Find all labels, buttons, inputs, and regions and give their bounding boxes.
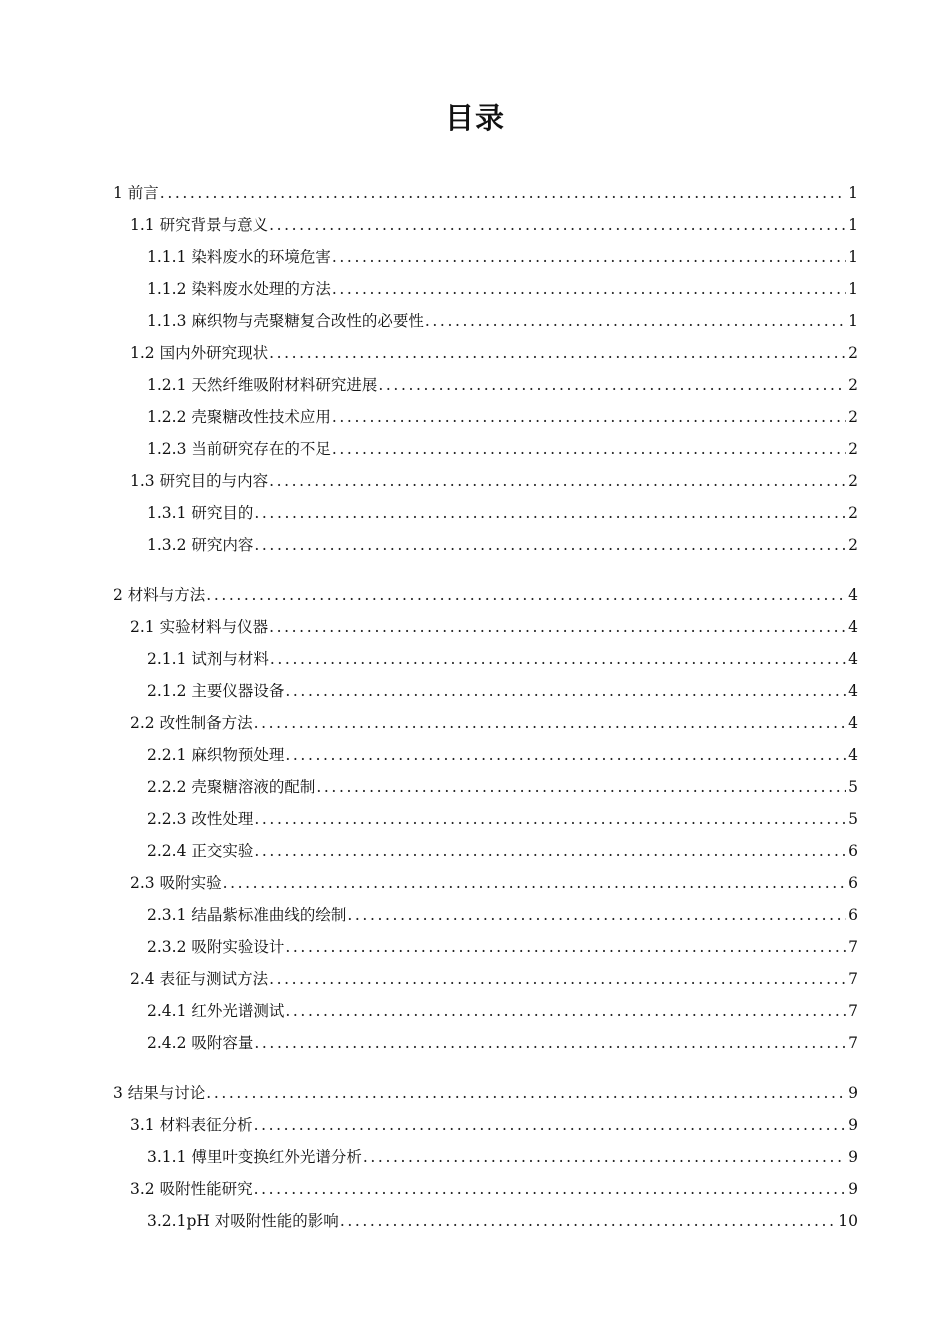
toc-entry-page-number: 2 (848, 440, 858, 458)
toc-leader-dots (254, 1178, 847, 1200)
toc-entry-label: 1.1.3 麻织物与壳聚糖复合改性的必要性 (147, 312, 424, 330)
toc-entry[interactable] (147, 438, 858, 460)
toc-leader-dots (363, 1146, 846, 1168)
toc-entry[interactable] (147, 744, 858, 766)
toc-entry-label: 1.1.1 染料废水的环境危害 (147, 248, 331, 266)
toc-entry[interactable] (147, 776, 858, 798)
toc-entry[interactable] (147, 680, 858, 702)
toc-leader-dots (160, 182, 846, 204)
toc-leader-dots (254, 1032, 846, 1054)
toc-leader-dots (285, 936, 846, 958)
toc-entry-page-number: 2 (848, 536, 858, 554)
toc-entry-page-number: 7 (848, 970, 858, 988)
toc-leader-dots (269, 214, 846, 236)
toc-entry-label: 2.2.4 正交实验 (147, 842, 254, 860)
toc-entry[interactable] (130, 342, 858, 364)
toc-entry[interactable] (113, 1082, 858, 1104)
toc-entry-page-number: 1 (848, 248, 858, 266)
toc-entry[interactable] (147, 808, 858, 830)
toc-leader-dots (254, 712, 847, 734)
toc-leader-dots (285, 680, 846, 702)
toc-entry[interactable] (130, 214, 858, 236)
toc-entry[interactable] (130, 1114, 858, 1136)
toc-entry-page-number: 1 (848, 312, 858, 330)
toc-entry[interactable] (147, 406, 858, 428)
toc-entry-label: 1.2.3 当前研究存在的不足 (147, 440, 331, 458)
toc-entry-label: 1.1 研究背景与意义 (130, 216, 269, 234)
toc-entry-label: 1.3.1 研究目的 (147, 504, 254, 522)
toc-entry[interactable] (147, 936, 858, 958)
toc-entry-page-number: 4 (848, 714, 858, 732)
toc-entry-page-number: 6 (848, 874, 858, 892)
toc-leader-dots (254, 1114, 847, 1136)
toc-entry-label: 3.1.1 傅里叶变换红外光谱分析 (147, 1148, 362, 1166)
toc-entry-label: 2.1.1 试剂与材料 (147, 650, 269, 668)
toc-entry-page-number: 9 (848, 1116, 858, 1134)
toc-entry-page-number: 4 (848, 650, 858, 668)
toc-entry[interactable] (147, 1210, 858, 1232)
toc-entry[interactable] (147, 648, 858, 670)
toc-entry-page-number: 5 (848, 778, 858, 796)
toc-entry-page-number: 7 (848, 1034, 858, 1052)
page-title: 目录 (444, 101, 505, 135)
toc-entry[interactable] (147, 904, 858, 926)
toc-entry-page-number: 6 (848, 842, 858, 860)
toc-entry[interactable] (147, 278, 858, 300)
toc-entry-page-number: 1 (848, 216, 858, 234)
toc-leader-dots (254, 840, 846, 862)
toc-leader-dots (340, 1210, 836, 1232)
toc-entry-page-number: 9 (848, 1180, 858, 1198)
toc-entry[interactable] (147, 840, 858, 862)
toc-leader-dots (332, 406, 846, 428)
toc-entry-page-number: 7 (848, 938, 858, 956)
toc-entry-page-number: 10 (838, 1212, 858, 1230)
toc-leader-dots (254, 808, 846, 830)
toc-entry-label: 2.3 吸附实验 (130, 874, 222, 892)
toc-entry-page-number: 5 (848, 810, 858, 828)
toc-entry-label: 1 前言 (113, 184, 159, 202)
toc-entry-label: 3.2.1pH 对吸附性能的影响 (147, 1212, 339, 1230)
toc-entry-page-number: 1 (848, 280, 858, 298)
toc-entry[interactable] (147, 374, 858, 396)
toc-entry[interactable] (130, 872, 858, 894)
toc-leader-dots (332, 278, 846, 300)
toc-entry-label: 1.2 国内外研究现状 (130, 344, 269, 362)
toc-leader-dots (270, 648, 846, 670)
toc-entry[interactable] (147, 1000, 858, 1022)
toc-entry-label: 2 材料与方法 (113, 586, 206, 604)
toc-entry[interactable] (130, 712, 858, 734)
toc-entry-page-number: 2 (848, 504, 858, 522)
toc-entry-page-number: 4 (848, 746, 858, 764)
toc-entry-page-number: 1 (848, 184, 858, 202)
toc-leader-dots (269, 342, 846, 364)
toc-entry-label: 2.3.1 结晶紫标准曲线的绘制 (147, 906, 347, 924)
toc-entry-label: 2.4 表征与测试方法 (130, 970, 269, 988)
toc-entry-label: 2.2.2 壳聚糖溶液的配制 (147, 778, 316, 796)
toc-leader-dots (378, 374, 846, 396)
toc-entry-label: 1.2.2 壳聚糖改性技术应用 (147, 408, 331, 426)
toc-entry-label: 3.2 吸附性能研究 (130, 1180, 253, 1198)
toc-entry-page-number: 4 (848, 618, 858, 636)
toc-entry-page-number: 2 (848, 376, 858, 394)
toc-entry[interactable] (130, 968, 858, 990)
toc-entry-page-number: 9 (848, 1084, 858, 1102)
toc-entry-label: 2.2.3 改性处理 (147, 810, 254, 828)
toc-entry-label: 1.3 研究目的与内容 (130, 472, 269, 490)
toc-leader-dots (254, 502, 846, 524)
toc-leader-dots (269, 470, 846, 492)
toc-entry[interactable] (147, 1032, 858, 1054)
toc-entry-page-number: 6 (848, 906, 858, 924)
toc-entry-label: 2.1 实验材料与仪器 (130, 618, 269, 636)
toc-entry[interactable] (147, 502, 858, 524)
toc-entry[interactable] (113, 182, 858, 204)
toc-entry-label: 2.3.2 吸附实验设计 (147, 938, 285, 956)
toc-entry-label: 1.3.2 研究内容 (147, 536, 254, 554)
toc-entry-label: 3.1 材料表征分析 (130, 1116, 253, 1134)
toc-entry-page-number: 2 (848, 472, 858, 490)
toc-entry-label: 3 结果与讨论 (113, 1084, 206, 1102)
toc-entry-label: 2.4.1 红外光谱测试 (147, 1002, 285, 1020)
toc-leader-dots (347, 904, 846, 926)
toc-leader-dots (316, 776, 846, 798)
toc-entry[interactable] (147, 246, 858, 268)
toc-leader-dots (206, 1082, 846, 1104)
toc-entry[interactable] (147, 534, 858, 556)
toc-entry[interactable] (130, 616, 858, 638)
toc-leader-dots (254, 534, 846, 556)
toc-entry-label: 2.1.2 主要仪器设备 (147, 682, 285, 700)
toc-leader-dots (332, 246, 846, 268)
toc-entry[interactable] (147, 310, 858, 332)
toc-entry-label: 2.4.2 吸附容量 (147, 1034, 254, 1052)
toc-entry[interactable] (130, 1178, 858, 1200)
toc-entry-label: 2.2.1 麻织物预处理 (147, 746, 285, 764)
toc-leader-dots (332, 438, 846, 460)
toc-entry[interactable] (113, 584, 858, 606)
toc-entry-page-number: 4 (848, 586, 858, 604)
toc-entry-label: 1.1.2 染料废水处理的方法 (147, 280, 331, 298)
toc-leader-dots (285, 1000, 846, 1022)
toc-entry[interactable] (130, 470, 858, 492)
toc-leader-dots (285, 744, 846, 766)
toc-entry-page-number: 2 (848, 408, 858, 426)
toc-entry-label: 1.2.1 天然纤维吸附材料研究进展 (147, 376, 378, 394)
toc-leader-dots (269, 968, 846, 990)
toc-entry-page-number: 7 (848, 1002, 858, 1020)
toc-leader-dots (425, 310, 846, 332)
toc-leader-dots (223, 872, 847, 894)
toc-entry[interactable] (147, 1146, 858, 1168)
toc-entry-page-number: 2 (848, 344, 858, 362)
toc-entry-page-number: 9 (848, 1148, 858, 1166)
toc-entry-page-number: 4 (848, 682, 858, 700)
toc-entry-label: 2.2 改性制备方法 (130, 714, 253, 732)
toc-leader-dots (269, 616, 846, 638)
toc-leader-dots (206, 584, 846, 606)
